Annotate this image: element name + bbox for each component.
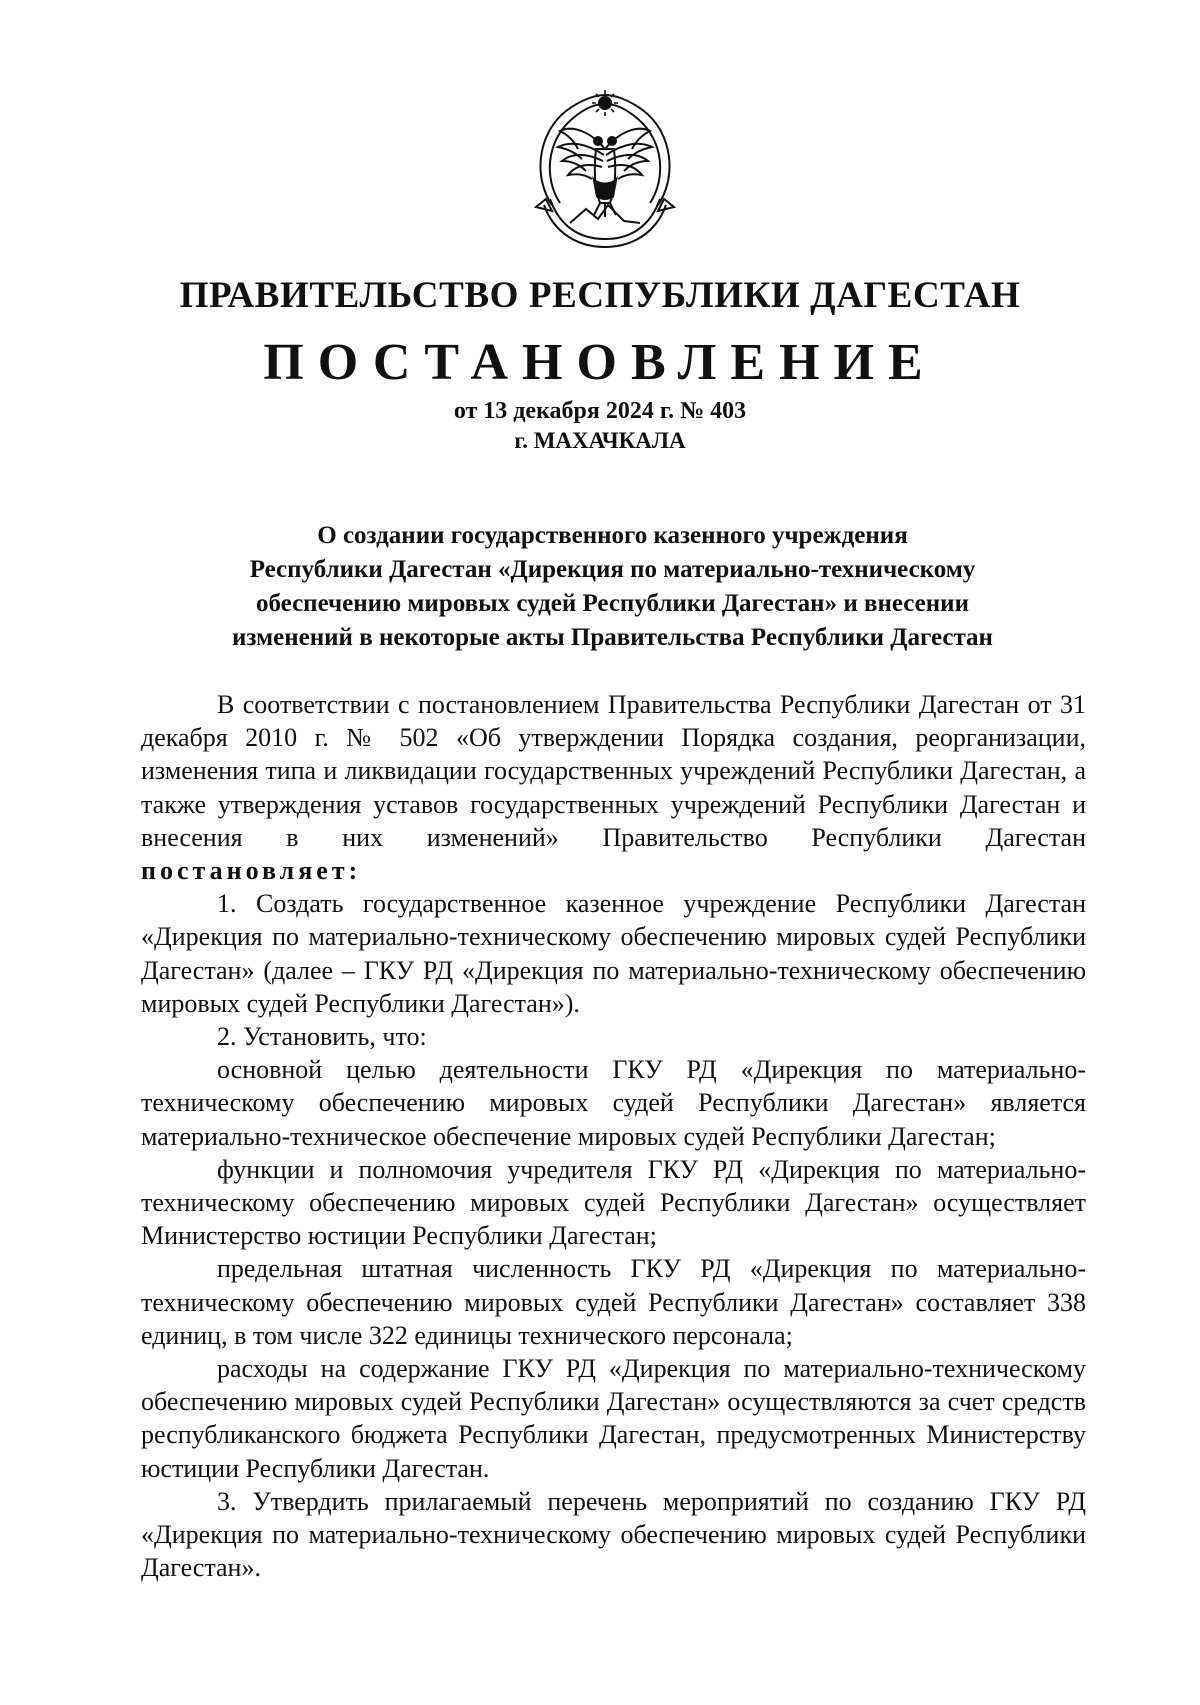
subject-line: О создании государственного казенного учреждения: [317, 522, 908, 549]
paragraph-2-goal: основной целью деятельности ГКУ РД «Дирекция по материально-техническому обеспечению мировых судей Республики Дагестан» является материально-техническое обеспечение мировых судей Республики Дагестан;: [141, 1055, 1086, 1151]
paragraph-2: 2. Установить, что:: [217, 1022, 427, 1052]
preamble-text: В соответствии с постановлением Правительства Республики Дагестан от 31 декабря 2010 г. № 502 «Об утверждении Порядка создания, реорганизации, изменения типа и ликвидации государственных учреждений Республики Дагестан, а также утверждения уставов государственных учреждений Республики Дагестан и внесения в них изменений» Правительство Республики Дагестан: [141, 690, 1086, 852]
paragraph-2-expenses: расходы на содержание ГКУ РД «Дирекция по материально-техническому обеспечению мировых судей Республики Дагестан» осуществляются за счет средств республиканского бюджета Республики Дагестан, предусмотренных Министерству юстиции Республики Дагестан.: [141, 1354, 1086, 1483]
preamble-paragraph: [141, 688, 1086, 887]
resolves-word: постановляет:: [141, 856, 362, 886]
paragraph-2-founder: функции и полномочия учредителя ГКУ РД «Дирекция по материально-техническому обеспечению мировых судей Республики Дагестан» осуществляет Министерство юстиции Республики Дагестан;: [141, 1154, 1086, 1251]
paragraph-1: 1. Создать государственное казенное учреждение Республики Дагестан «Дирекция по материально-техническому обеспечению мировых судей Республики Дагестан» (далее – ГКУ РД «Дирекция по материально-техническому обеспечению мировых судей Республики Дагестан»).: [141, 889, 1086, 1018]
document-type-title: ПОСТАНОВЛЕНИЕ: [263, 334, 937, 391]
subject-line: обеспечению мировых судей Республики Дагестан» и внесении: [256, 590, 969, 617]
document-date-number: от 13 декабря 2024 г. № 403: [453, 398, 747, 424]
subject-line: Республики Дагестан «Дирекция по материально-техническому: [249, 556, 976, 583]
document-body: [141, 688, 1086, 1584]
document-city: г. МАХАЧКАЛА: [514, 428, 686, 453]
document-subject: [140, 519, 1085, 655]
subject-line: изменений в некоторые акты Правительства Республики Дагестан: [232, 624, 993, 651]
paragraph-2-staff: предельная штатная численность ГКУ РД «Дирекция по материально-техническому обеспечению мировых судей Республики Дагестан» составляет 338 единиц, в том числе 322 единицы технического персонала;: [141, 1254, 1086, 1350]
dagestan-coat-of-arms-icon: [524, 87, 686, 257]
paragraph-3: 3. Утвердить прилагаемый перечень мероприятий по созданию ГКУ РД «Дирекция по материально-техническому обеспечению мировых судей Республики Дагестан».: [141, 1486, 1086, 1583]
government-title: ПРАВИТЕЛЬСТВО РЕСПУБЛИКИ ДАГЕСТАН: [179, 275, 1021, 316]
